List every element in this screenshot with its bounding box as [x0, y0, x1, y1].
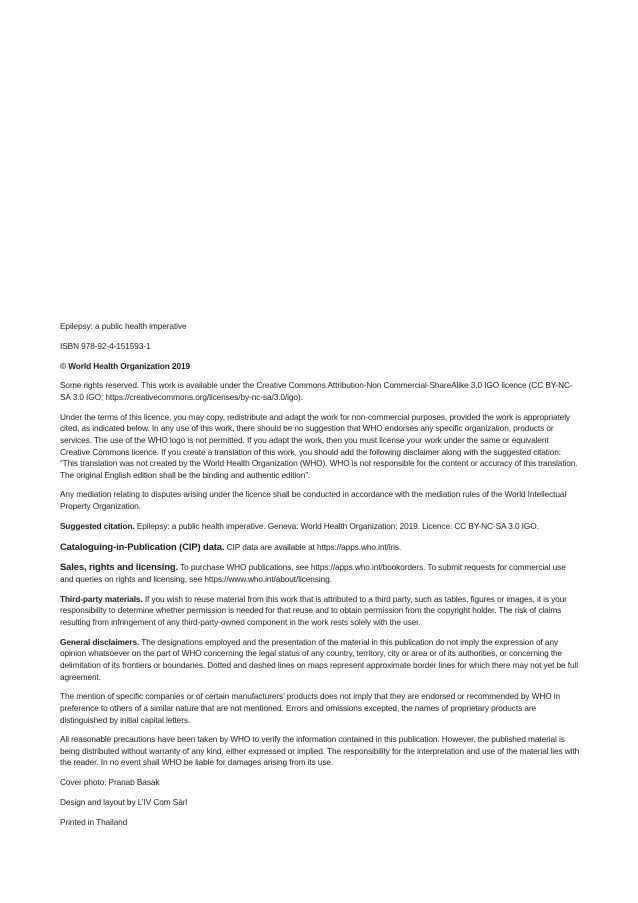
suggested-citation-label: Suggested citation. — [60, 520, 135, 531]
licence-terms-paragraph: Under the terms of this licence, you may copy, redistribute and adapt the work for non-commercial purposes, provided the work is appropriately cited, as indicated below. In any use of this work, there should be no suggestion that WHO endorses any specific organization, products or services. The use of the WHO logo is not permitted. If you adapt the work, then you must license your work under the same or equivalent Creative Commons licence. If you create a translation of this work, you should add the following disclaimer along with the suggested citation: “This translation was not created by the World Health Organization (WHO). WHO is not responsible for the content or accuracy of this translation. The original English edition shall be the binding and authentic edition”. — [60, 411, 578, 480]
precautions-paragraph: All reasonable precautions have been taken by WHO to verify the information contained in this publication. However, the published material is being distributed without warranty of any kind, either expressed or implied. The responsibility for the interpretation and use of the material lies with the reader. In no event shall WHO be liable for damages arising from its use. — [60, 734, 580, 768]
copyright-block — [60, 321, 580, 837]
general-disclaimers-text: The designations employed and the presentation of the material in this publication do not imply the expression of any opinion whatsoever on the part of WHO concerning the legal status of any country, territory, city or area or of its authorities, or concerning the delimitation of its frontiers or boundaries. Dotted and dashed lines on maps represent approximate border lines for which there may not yet be full agreement. — [60, 636, 578, 682]
sales-paragraph — [60, 561, 580, 585]
suggested-citation-paragraph — [60, 521, 580, 533]
sales-label: Sales, rights and licensing. — [60, 561, 179, 573]
suggested-citation-text: Epilepsy: a public health imperative. Geneva: World Health Organization; 2019. Licence: CC BY-NC-SA 3.0 IGO. — [134, 520, 539, 531]
third-party-text: If you wish to reuse material from this work that is attributed to a third party, such as tables, figures or images, it is your responsibility to determine whether permission is needed for that reuse and to obtain permission from the copyright holder. The risk of claims resulting from infringement of any third-party-owned component in the work rests solely with the user. — [60, 593, 567, 627]
third-party-paragraph — [60, 594, 580, 629]
mediation-paragraph: Any mediation relating to disputes arising under the licence shall be conducted in accordance with the mediation rules of the World Intellectual Property Organization. — [60, 489, 567, 512]
cip-text: CIP data are available at https://apps.who.int/iris. — [224, 541, 402, 552]
third-party-label: Third-party materials. — [60, 593, 143, 604]
printed-in-line: Printed in Thailand — [60, 816, 128, 827]
general-disclaimers-label: General disclaimers. — [60, 636, 140, 647]
manufacturers-paragraph: The mention of specific companies or of certain manufacturers’ products does not imply that they are endorsed or recommended by WHO in preference to others of a similar nature that are not mentioned. Errors and omissions excepted, the names of proprietary products are distinguished by initial capital letters. — [60, 691, 561, 725]
rights-reserved-paragraph: Some rights reserved. This work is available under the Creative Commons Attribution-Non Commercial-ShareAlike 3.0 IGO licence (CC BY-NC-SA 3.0 IGO; https://creativecommons.org/licenses/by-nc-sa/3.0/igo). — [60, 380, 573, 402]
general-disclaimers-paragraph — [60, 637, 580, 683]
document-title-line: Epilepsy: a public health imperative — [60, 321, 187, 331]
copyright-line: © World Health Organization 2019 — [60, 360, 191, 371]
cip-label: Cataloguing-in-Publication (CIP) data. — [60, 540, 225, 552]
sales-text: To purchase WHO publications, see https://apps.who.int/bookorders. To submit requests for commercial use and queries on rights and licensing, see https://www.who.int/about/licensing. — [60, 562, 566, 584]
design-layout-credit: Design and layout by L’IV Com Sàrl — [60, 797, 188, 808]
cip-paragraph — [60, 541, 580, 554]
cover-photo-credit: Cover photo: Pranab Basak — [60, 777, 160, 788]
isbn-line: ISBN 978-92-4-151593-1 — [60, 340, 151, 351]
